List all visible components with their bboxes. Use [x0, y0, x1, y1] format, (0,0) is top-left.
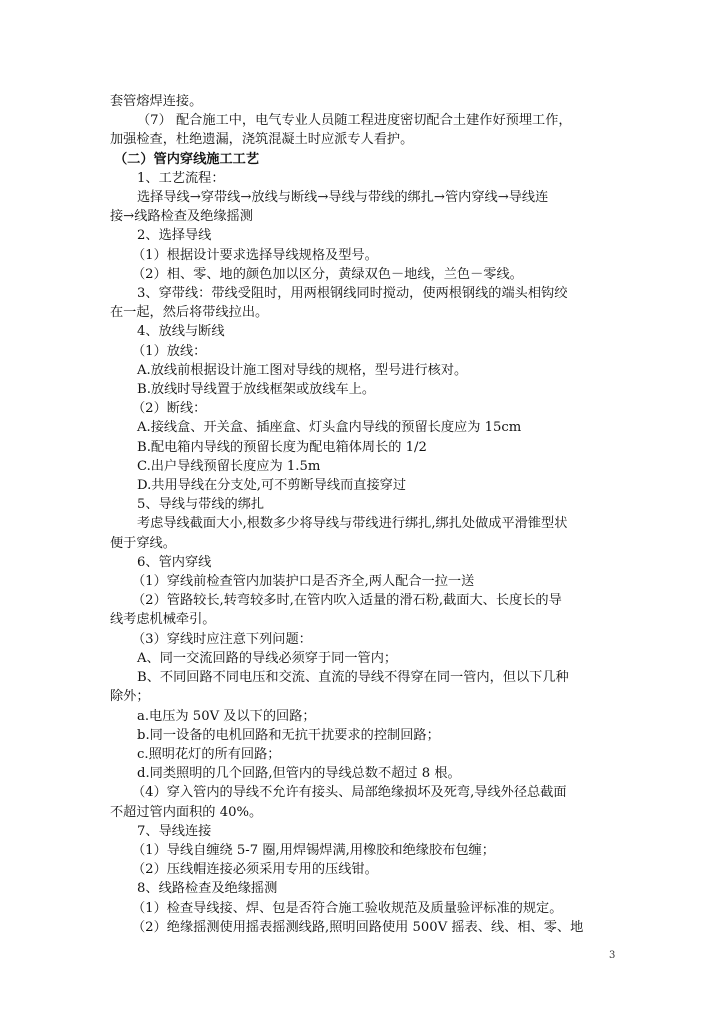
text-line: 4、放线与断线	[137, 324, 225, 340]
text-line: D.共用导线在分支处,可不剪断导线而直接穿过	[137, 478, 407, 494]
text-line: （2）管路较长,转弯较多时,在管内吹入适量的滑石粉,截面大、长度长的导	[132, 593, 562, 609]
text-line: （2）压线帽连接必须采用专用的压线钳。	[132, 862, 378, 878]
text-line: （2）绝缘摇测使用摇表摇测线路,照明回路使用 500V 摇表、线、相、零、地	[132, 919, 584, 935]
text-line: （2）相、零、地的颜色加以区分，黄绿双色－地线，兰色－零线。	[132, 266, 523, 282]
page-number: 3	[609, 950, 616, 961]
text-line: （7） 配合施工中，电气专业人员随工程进度密切配合土建作好预埋工作，	[137, 113, 572, 129]
text-line: 除外；	[110, 689, 150, 705]
text-line: 5、导线与带线的绑扎	[137, 497, 265, 513]
text-line: （3）穿线时应注意下列问题：	[132, 631, 312, 647]
text-line: 7、导线连接	[137, 823, 212, 839]
text-line: 考虑导线截面大小,根数多少将导线与带线进行绑扎,绑扎处做成平滑锥型状	[137, 516, 568, 532]
text-line: 套管熔焊连接。	[110, 94, 203, 109]
text-line: 便于穿线。	[110, 535, 176, 551]
text-line: B.配电箱内导线的预留长度为配电箱体周长的 1/2	[137, 439, 427, 455]
text-line: b.同一设备的电机回路和无抗干扰要求的控制回路；	[137, 727, 440, 743]
text-line: 1、工艺流程：	[137, 170, 225, 186]
section-heading: （二）管内穿线施工工艺	[114, 151, 260, 167]
text-line: （1）放线：	[132, 343, 207, 359]
text-line: 3、穿带线：带线受阻时，用两根钢线同时搅动，使两根钢线的端头相钩绞	[137, 286, 568, 302]
text-line: d.同类照明的几个回路,但管内的导线总数不超过 8 根。	[137, 766, 461, 782]
text-line: a.电压为 50V 及以下的回路；	[137, 708, 316, 724]
text-line: 选择导线→穿带线→放线与断线→导线与带线的绑扎→管内穿线→导线连	[137, 190, 549, 206]
text-line: 接→线路检查及绝缘摇测	[110, 209, 253, 225]
text-line: 在一起，然后将带线拉出。	[110, 305, 269, 321]
text-line: B、不同回路不同电压和交流、直流的导线不得穿在同一管内，但以下几种	[137, 670, 569, 686]
text-line: （1）导线自缠绕 5-7 圈,用焊锡焊满,用橡胶和绝缘胶布包缠；	[132, 842, 495, 858]
text-line: A.接线盒、开关盒、插座盒、灯头盒内导线的预留长度应为 15cm	[137, 420, 522, 436]
text-line: 8、线路检查及绝缘摇测	[137, 881, 278, 897]
document-body	[110, 92, 630, 937]
text-line: （1）根据设计要求选择导线规格及型号。	[132, 247, 378, 263]
text-line: （1）检查导线接、焊、包是否符合施工验收规范及质量验评标准的规定。	[132, 900, 563, 916]
text-line: C.出户导线预留长度应为 1.5m	[137, 458, 321, 474]
text-line: A、同一交流回路的导线必须穿于同一管内；	[137, 650, 398, 666]
text-line: （1）穿线前检查管内加装护口是否齐全,两人配合一拉一送	[132, 574, 475, 590]
text-line: A.放线前根据设计施工图对导线的规格，型号进行核对。	[137, 362, 468, 378]
text-line: B.放线时导线置于放线框架或放线车上。	[137, 382, 376, 398]
text-line: 2、选择导线	[137, 228, 212, 244]
text-line: 6、管内穿线	[137, 554, 212, 570]
text-line: 不超过管内面积的 40%。	[110, 804, 263, 820]
text-line: （2）断线：	[132, 401, 207, 417]
text-line: c.照明花灯的所有回路；	[137, 746, 281, 762]
text-line: 线考虑机械牵引。	[110, 612, 216, 628]
text-line: 加强检查，杜绝遗漏，浇筑混凝土时应派专人看护。	[110, 132, 414, 148]
text-line: （4）穿入管内的导线不允许有接头、局部绝缘损坏及死弯,导线外径总截面	[132, 785, 567, 801]
